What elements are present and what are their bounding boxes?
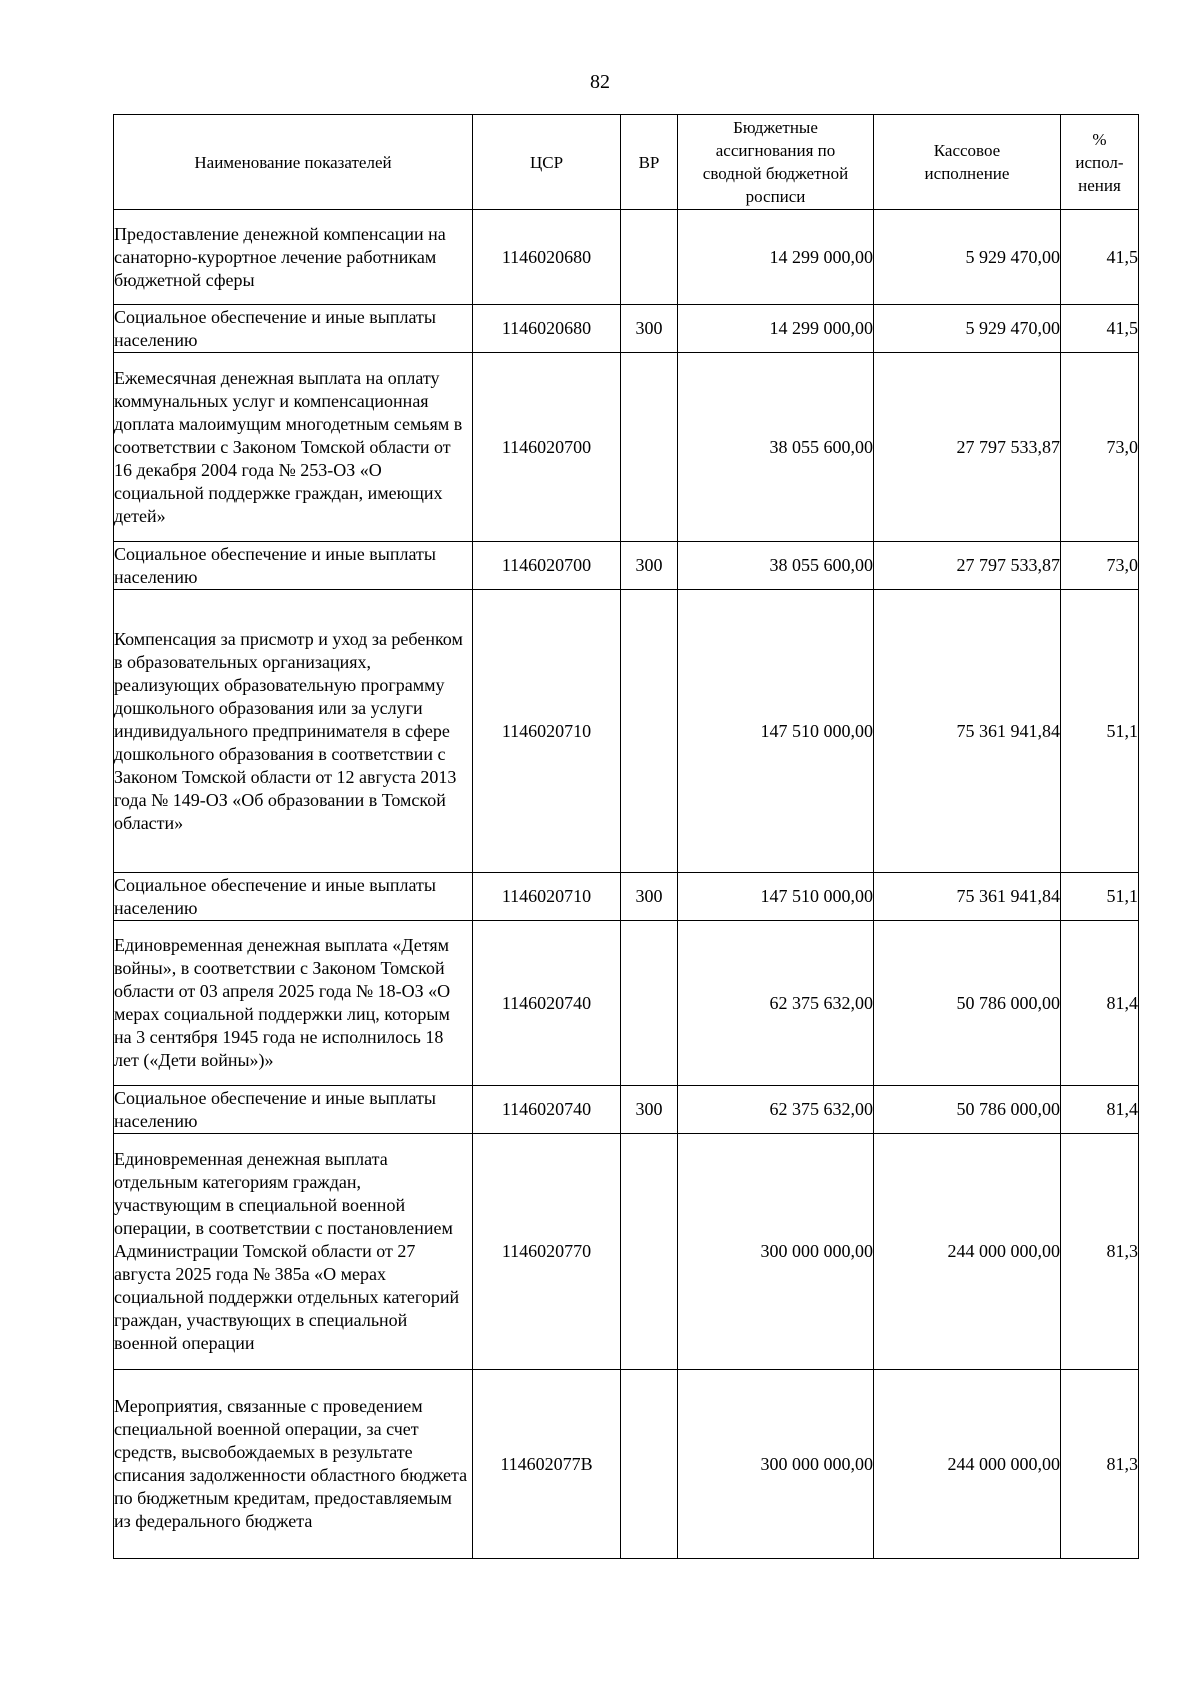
row-vr	[621, 210, 678, 305]
row-percent: 51,1	[1061, 873, 1139, 921]
row-budget: 38 055 600,00	[678, 542, 874, 590]
row-percent: 73,0	[1061, 542, 1139, 590]
row-vr: 300	[621, 873, 678, 921]
table-row	[114, 542, 1139, 590]
header-percent: % испол-нения	[1061, 115, 1139, 210]
table-row	[114, 353, 1139, 542]
table-row	[114, 921, 1139, 1086]
row-percent: 41,5	[1061, 210, 1139, 305]
header-budget: Бюджетные ассигнования по сводной бюджетной росписи	[678, 115, 874, 210]
row-name: Социальное обеспечение и иные выплаты населению	[114, 542, 473, 590]
page-number: 82	[590, 71, 610, 93]
row-budget: 300 000 000,00	[678, 1134, 874, 1370]
row-name: Социальное обеспечение и иные выплаты населению	[114, 873, 473, 921]
row-csr: 1146020710	[473, 590, 621, 873]
row-kass: 244 000 000,00	[874, 1134, 1061, 1370]
row-vr: 300	[621, 542, 678, 590]
header-vr: ВР	[621, 115, 678, 210]
row-budget: 147 510 000,00	[678, 873, 874, 921]
row-kass: 75 361 941,84	[874, 873, 1061, 921]
row-name: Единовременная денежная выплата «Детям войны», в соответствии с Законом Томской области от 03 апреля 2025 года № 18-ОЗ «О мерах социальной поддержки лиц, которым на 3 сентября 1945 года не исполнилось 18 лет («Дети войны»)»	[114, 921, 473, 1086]
budget-table	[113, 114, 1139, 1559]
row-name: Предоставление денежной компенсации на санаторно-курортное лечение работникам бюджетной сферы	[114, 210, 473, 305]
row-csr: 1146020680	[473, 210, 621, 305]
row-csr: 114602077В	[473, 1370, 621, 1559]
row-vr: 300	[621, 1086, 678, 1134]
table-row	[114, 590, 1139, 873]
row-kass: 50 786 000,00	[874, 921, 1061, 1086]
row-budget: 38 055 600,00	[678, 353, 874, 542]
header-kass: Кассовое исполнение	[874, 115, 1061, 210]
row-vr	[621, 353, 678, 542]
row-csr: 1146020770	[473, 1134, 621, 1370]
row-name: Компенсация за присмотр и уход за ребенком в образовательных организациях, реализующих образовательную программу дошкольного образования или за услуги индивидуального предпринимателя в сфере дошкольного образования в соответствии с Законом Томской области от 12 августа 2013 года № 149-ОЗ «Об образовании в Томской области»	[114, 590, 473, 873]
row-percent: 51,1	[1061, 590, 1139, 873]
row-vr	[621, 590, 678, 873]
table-row	[114, 1370, 1139, 1559]
row-percent: 73,0	[1061, 353, 1139, 542]
row-csr: 1146020700	[473, 542, 621, 590]
row-budget: 14 299 000,00	[678, 305, 874, 353]
row-csr: 1146020740	[473, 921, 621, 1086]
row-vr	[621, 1370, 678, 1559]
row-kass: 50 786 000,00	[874, 1086, 1061, 1134]
table-row	[114, 210, 1139, 305]
row-percent: 81,3	[1061, 1370, 1139, 1559]
row-percent: 81,4	[1061, 921, 1139, 1086]
row-csr: 1146020680	[473, 305, 621, 353]
row-budget: 300 000 000,00	[678, 1370, 874, 1559]
row-budget: 14 299 000,00	[678, 210, 874, 305]
row-vr: 300	[621, 305, 678, 353]
row-budget: 62 375 632,00	[678, 1086, 874, 1134]
table-row	[114, 873, 1139, 921]
row-name: Единовременная денежная выплата отдельным категориям граждан, участвующим в специальной военной операции, в соответствии с постановлением Администрации Томской области от 27 августа 2025 года № 385а «О мерах социальной поддержки отдельных категорий граждан, участвующих в специальной военной операции	[114, 1134, 473, 1370]
row-name: Социальное обеспечение и иные выплаты населению	[114, 305, 473, 353]
row-percent: 41,5	[1061, 305, 1139, 353]
row-kass: 244 000 000,00	[874, 1370, 1061, 1559]
table-row	[114, 1086, 1139, 1134]
row-csr: 1146020710	[473, 873, 621, 921]
row-vr	[621, 921, 678, 1086]
row-budget: 147 510 000,00	[678, 590, 874, 873]
row-kass: 75 361 941,84	[874, 590, 1061, 873]
row-percent: 81,4	[1061, 1086, 1139, 1134]
row-csr: 1146020740	[473, 1086, 621, 1134]
row-kass: 27 797 533,87	[874, 353, 1061, 542]
row-name: Ежемесячная денежная выплата на оплату коммунальных услуг и компенсационная доплата малоимущим многодетным семьям в соответствии с Законом Томской области от 16 декабря 2004 года № 253-ОЗ «О социальной поддержке граждан, имеющих детей»	[114, 353, 473, 542]
table-row	[114, 1134, 1139, 1370]
row-percent: 81,3	[1061, 1134, 1139, 1370]
table-header-row	[114, 115, 1139, 210]
row-csr: 1146020700	[473, 353, 621, 542]
row-kass: 27 797 533,87	[874, 542, 1061, 590]
row-budget: 62 375 632,00	[678, 921, 874, 1086]
row-name: Социальное обеспечение и иные выплаты населению	[114, 1086, 473, 1134]
row-vr	[621, 1134, 678, 1370]
row-kass: 5 929 470,00	[874, 210, 1061, 305]
header-name: Наименование показателей	[114, 115, 473, 210]
row-kass: 5 929 470,00	[874, 305, 1061, 353]
header-csr: ЦСР	[473, 115, 621, 210]
table-row	[114, 305, 1139, 353]
row-name: Мероприятия, связанные с проведением специальной военной операции, за счет средств, высвобождаемых в результате списания задолженности областного бюджета по бюджетным кредитам, предоставляемым из федерального бюджета	[114, 1370, 473, 1559]
